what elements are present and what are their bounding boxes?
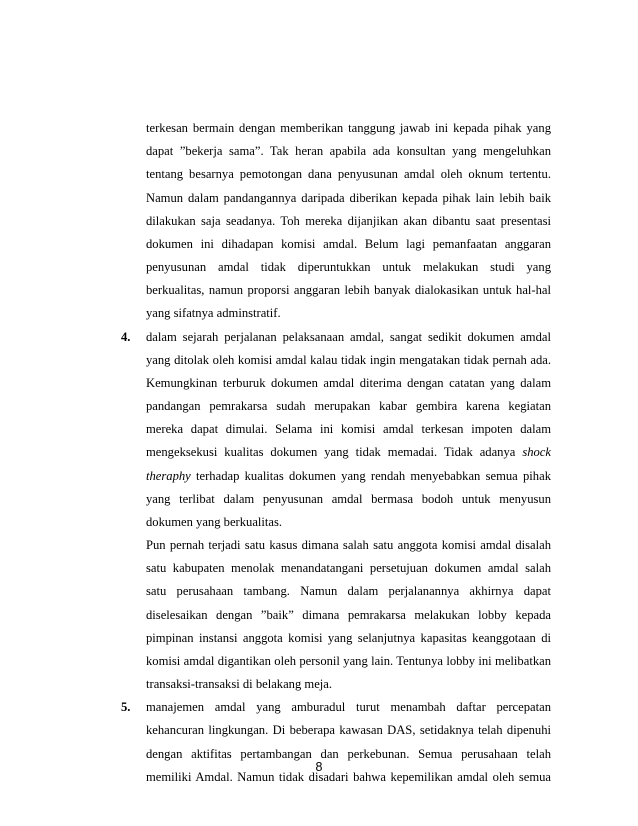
text-line [146, 631, 551, 645]
text-run: diselesaikan dengan ”baik” dimana pemrakarsa melakukan lobby kepada [146, 608, 551, 622]
text-run: yang sifatnya adminstratif. [146, 306, 281, 320]
text-line [146, 584, 551, 598]
text-run: Namun dalam pandangannya daripada diberikan kepada pihak lain lebih baik [146, 191, 551, 205]
text-run: dokumen ini dihadapan komisi amdal. Belum lagi pemanfaatan anggaran [146, 237, 551, 251]
text-run: yang ditolak oleh komisi amdal kalau tidak ingin mengatakan tidak pernah ada. [146, 353, 551, 367]
text-line [146, 492, 551, 506]
text-run: terkesan bermain dengan memberikan tanggung jawab ini kepada pihak yang [146, 121, 551, 135]
text-line [146, 700, 551, 714]
text-line [146, 723, 551, 737]
text-run: pimpinan instansi anggota komisi yang selanjutnya kapasitas keanggotaan di [146, 631, 551, 645]
text-line [146, 260, 551, 274]
text-run: dalam sejarah perjalanan pelaksanaan amdal, sangat sedikit dokumen amdal [146, 330, 551, 344]
text-line [146, 214, 551, 228]
text-run: komisi amdal digantikan oleh personil yang lain. Tentunya lobby ini melibatkan [146, 654, 551, 668]
text-line [146, 167, 551, 181]
text-line [146, 747, 551, 761]
list-marker: 4. [121, 330, 131, 344]
text-line [146, 353, 551, 367]
italic-term: shock [522, 445, 551, 459]
text-run: yang terlibat dalam penyusunan amdal bermasa bodoh untuk menyusun [146, 492, 551, 506]
text-line [146, 469, 551, 483]
text-run: berkualitas, namun proporsi anggaran lebih banyak dialokasikan untuk hal-hal [146, 283, 551, 297]
text-line [146, 144, 551, 158]
text-run: penyusunan amdal tidak diperuntukkan untuk melakukan studi yang [146, 260, 551, 274]
text-run: dengan aktifitas pertambangan dan perkebunan. Semua perusahaan telah [146, 747, 551, 761]
text-line [146, 121, 551, 135]
text-line [146, 283, 551, 297]
text-run: pandangan pemrakarsa sudah merupakan kabar gembira karena kegiatan [146, 399, 551, 413]
text-run: tentang besarnya pemotongan dana penyusunan amdal oleh oknum tertentu. [146, 167, 551, 181]
text-line [146, 330, 551, 344]
text-run: transaksi-transaksi di belakang meja. [146, 677, 333, 691]
page-number: 8 [315, 760, 323, 774]
italic-term: theraphy [146, 469, 191, 483]
text-line [146, 608, 551, 622]
text-line [146, 515, 551, 529]
text-run: satu perusahaan tambang. Namun dalam perjalanannya akhirnya dapat [146, 584, 551, 598]
text-run: dapat ”bekerja sama”. Tak heran apabila ada konsultan yang mengeluhkan [146, 144, 551, 158]
text-run: dokumen yang berkualitas. [146, 515, 283, 529]
text-run: manajemen amdal yang amburadul turut menambah daftar percepatan [146, 700, 551, 714]
text-line [146, 306, 551, 320]
list-marker: 5. [121, 700, 131, 714]
text-run: dilakukan saja seadanya. Toh mereka dijanjikan akan dibantu saat presentasi [146, 214, 551, 228]
text-run: Kemungkinan terburuk dokumen amdal diterima dengan catatan yang dalam [146, 376, 551, 390]
text-run: mereka dapat dimulai. Selama ini komisi amdal terkesan impoten dalam [146, 422, 551, 436]
text-line [146, 399, 551, 413]
text-line [146, 538, 551, 552]
text-run: mengeksekusi kualitas dokumen yang tidak memadai. Tidak adanya [146, 445, 516, 459]
text-line [146, 677, 551, 691]
text-run: terhadap kualitas dokumen yang rendah menyebabkan semua pihak [190, 469, 551, 483]
text-run: satu kabupaten menolak menandatangani persetujuan dokumen amdal salah [146, 561, 551, 575]
text-run: memiliki Amdal. Namun tidak disadari bahwa kepemilikan amdal oleh semua [146, 770, 551, 784]
text-line [146, 191, 551, 205]
text-line [146, 237, 551, 251]
text-run: kehancuran lingkungan. Di beberapa kawasan DAS, setidaknya telah dipenuhi [146, 723, 551, 737]
text-line [146, 561, 551, 575]
text-line [146, 422, 551, 436]
text-line [146, 445, 551, 459]
text-line [146, 376, 551, 390]
text-run: Pun pernah terjadi satu kasus dimana salah satu anggota komisi amdal disalah [146, 538, 551, 552]
text-line [146, 654, 551, 668]
